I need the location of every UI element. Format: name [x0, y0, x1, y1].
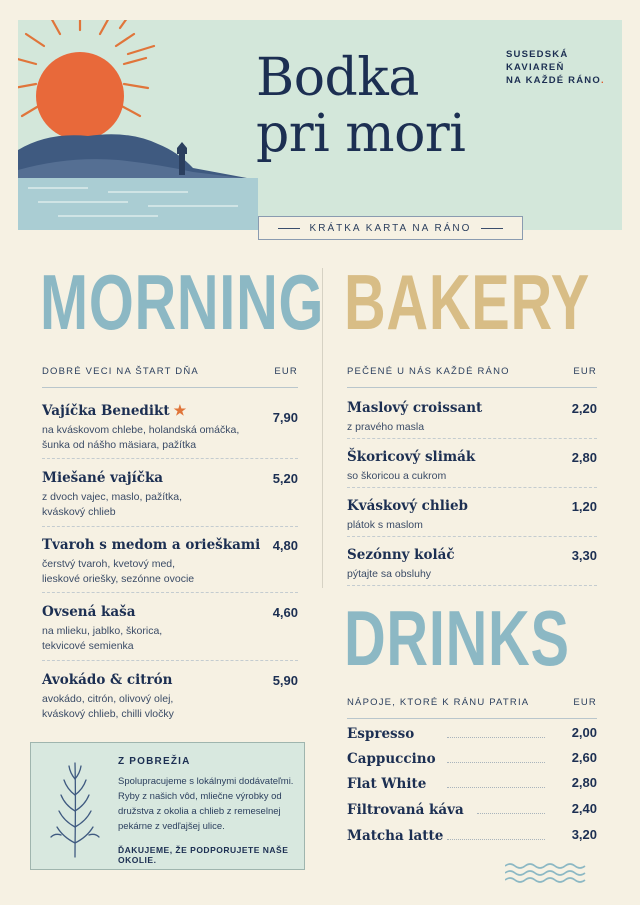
divider — [42, 660, 298, 661]
drink-item — [347, 775, 597, 795]
drinks-header — [347, 697, 597, 719]
note-line: Spolupracujeme s lokálnymi dodávateľmi. — [118, 776, 294, 787]
item-description: z pravého masla — [347, 421, 425, 433]
tagline-dot: . — [600, 75, 605, 86]
drink-item — [347, 750, 597, 770]
item-price: 7,90 — [272, 410, 298, 425]
menu-subtitle-bar — [258, 216, 523, 240]
item-price: 5,20 — [272, 471, 298, 486]
item-price: 4,60 — [272, 605, 298, 620]
desc-line: na kváskovom chlebe, holandská omáčka, — [42, 424, 240, 436]
divider — [42, 526, 298, 527]
note-thanks: ĎAKUJEME, ŽE PODPORUJETE NAŠE OKOLIE. — [118, 845, 289, 865]
note-line: družstva z okolia a chlieb z remeselnej — [118, 806, 281, 817]
drink-name: Filtrovaná káva — [347, 802, 464, 818]
bakery-currency: EUR — [573, 366, 597, 377]
item-price: 4,80 — [272, 538, 298, 553]
waves-icon — [505, 860, 590, 884]
lighthouse-icon — [179, 153, 185, 175]
item-price: 2,80 — [571, 450, 597, 465]
drink-name: Flat White — [347, 776, 427, 792]
menu-item — [347, 546, 597, 582]
leader-dots — [447, 737, 545, 738]
item-name — [42, 402, 298, 420]
desc-line: šunka od nášho mäsiara, pažítka — [42, 439, 197, 451]
item-price: 2,20 — [571, 401, 597, 416]
item-name: Škoricový slimák — [347, 449, 476, 465]
tagline-line-3 — [506, 74, 616, 87]
note-title: Z POBREŽIA — [118, 756, 191, 767]
menu-item — [42, 469, 298, 520]
desc-line: kváskový chlieb — [42, 506, 116, 518]
item-description — [42, 557, 298, 587]
note-line: pekárne z vedľajšej ulice. — [118, 821, 225, 832]
sun-icon — [36, 52, 124, 140]
brand-line-2: pri mori — [256, 104, 466, 164]
divider — [42, 592, 298, 593]
item-price: 1,20 — [571, 499, 597, 514]
divider — [347, 438, 597, 439]
item-description: so škoricou a cukrom — [347, 470, 447, 482]
tagline-line-2: KAVIAREŇ — [506, 62, 565, 73]
menu-item — [42, 402, 298, 453]
leader-dots — [447, 787, 545, 788]
drink-price: 2,40 — [571, 801, 597, 816]
tagline-line-3-text: NA KAŽDÉ RÁNO — [506, 75, 601, 86]
item-description — [42, 692, 298, 722]
note-text — [118, 774, 296, 834]
drink-item — [347, 725, 597, 745]
item-name: Tvaroh s medom a orieškami — [42, 537, 261, 553]
item-price: 3,30 — [571, 548, 597, 563]
drink-price: 2,60 — [571, 750, 597, 765]
drinks-currency: EUR — [573, 697, 597, 708]
menu-item — [347, 448, 597, 484]
menu-item — [42, 671, 298, 722]
brand-title — [256, 50, 465, 162]
menu-item — [42, 603, 298, 654]
menu-subtitle: KRÁTKA KARTA NA RÁNO — [309, 222, 472, 234]
item-name: Kváskový chlieb — [347, 498, 468, 514]
morning-subtitle: DOBRÉ VECI NA ŠTART DŇA — [42, 366, 199, 377]
leader-dots — [447, 762, 545, 763]
item-name-text: Vajíčka Benedikt — [42, 403, 170, 419]
morning-title: MORNING — [40, 258, 325, 346]
divider — [42, 458, 298, 459]
desc-line: tekvicové semienka — [42, 640, 134, 652]
item-description: pýtajte sa obsluhy — [347, 568, 432, 580]
drink-price: 2,80 — [571, 775, 597, 790]
item-name: Avokádo & citrón — [42, 672, 173, 688]
item-description — [42, 624, 298, 654]
divider — [347, 585, 597, 586]
divider — [481, 228, 503, 229]
drink-name: Matcha latte — [347, 828, 444, 844]
item-name: Sezónny koláč — [347, 547, 455, 563]
desc-line: z dvoch vajec, maslo, pažítka, — [42, 491, 183, 503]
brand-line-1: Bodka — [256, 48, 419, 108]
item-name: Maslový croissant — [347, 400, 483, 416]
item-price: 5,90 — [272, 673, 298, 688]
divider — [347, 487, 597, 488]
menu-item — [347, 399, 597, 435]
drink-name: Espresso — [347, 726, 415, 742]
drinks-subtitle: NÁPOJE, KTORÉ K RÁNU PATRIA — [347, 697, 530, 708]
bakery-subtitle: PEČENÉ U NÁS KAŽDÉ RÁNO — [347, 366, 510, 377]
desc-line: kváskový chlieb, chilli vločky — [42, 708, 174, 720]
morning-currency: EUR — [274, 366, 298, 377]
desc-line: čerstvý tvaroh, kvetový med, — [42, 558, 176, 570]
seaweed-sprig-icon — [45, 755, 105, 860]
local-suppliers-note — [30, 742, 305, 870]
item-description: plátok s maslom — [347, 519, 423, 531]
item-description — [42, 423, 298, 453]
drink-price: 3,20 — [571, 827, 597, 842]
drink-item — [347, 801, 597, 821]
item-name: Ovsená kaša — [42, 604, 136, 620]
note-line: Ryby z našich vôd, mliečne výrobky od — [118, 791, 282, 802]
item-description — [42, 490, 298, 520]
drinks-title: DRINKS — [344, 594, 570, 682]
bakery-header — [347, 366, 597, 388]
desc-line: na mlieku, jablko, škorica, — [42, 625, 163, 637]
drink-item — [347, 827, 597, 847]
leader-dots — [447, 839, 545, 840]
tagline-line-1: SUSEDSKÁ — [506, 49, 569, 60]
leader-dots — [477, 813, 545, 814]
star-icon: ★ — [173, 403, 187, 419]
menu-item — [347, 497, 597, 533]
desc-line: lieskové oriešky, sezónne ovocie — [42, 573, 195, 585]
desc-line: avokádo, citrón, olivový olej, — [42, 693, 174, 705]
divider — [347, 536, 597, 537]
morning-header — [42, 366, 298, 388]
divider — [278, 228, 300, 229]
menu-item — [42, 536, 298, 587]
sunrise-lighthouse-illustration — [18, 20, 258, 230]
header-banner — [18, 20, 622, 230]
item-name: Miešané vajíčka — [42, 470, 164, 486]
tagline — [506, 48, 616, 87]
drink-name: Cappuccino — [347, 751, 436, 767]
drink-price: 2,00 — [571, 725, 597, 740]
bakery-title: BAKERY — [344, 258, 591, 346]
